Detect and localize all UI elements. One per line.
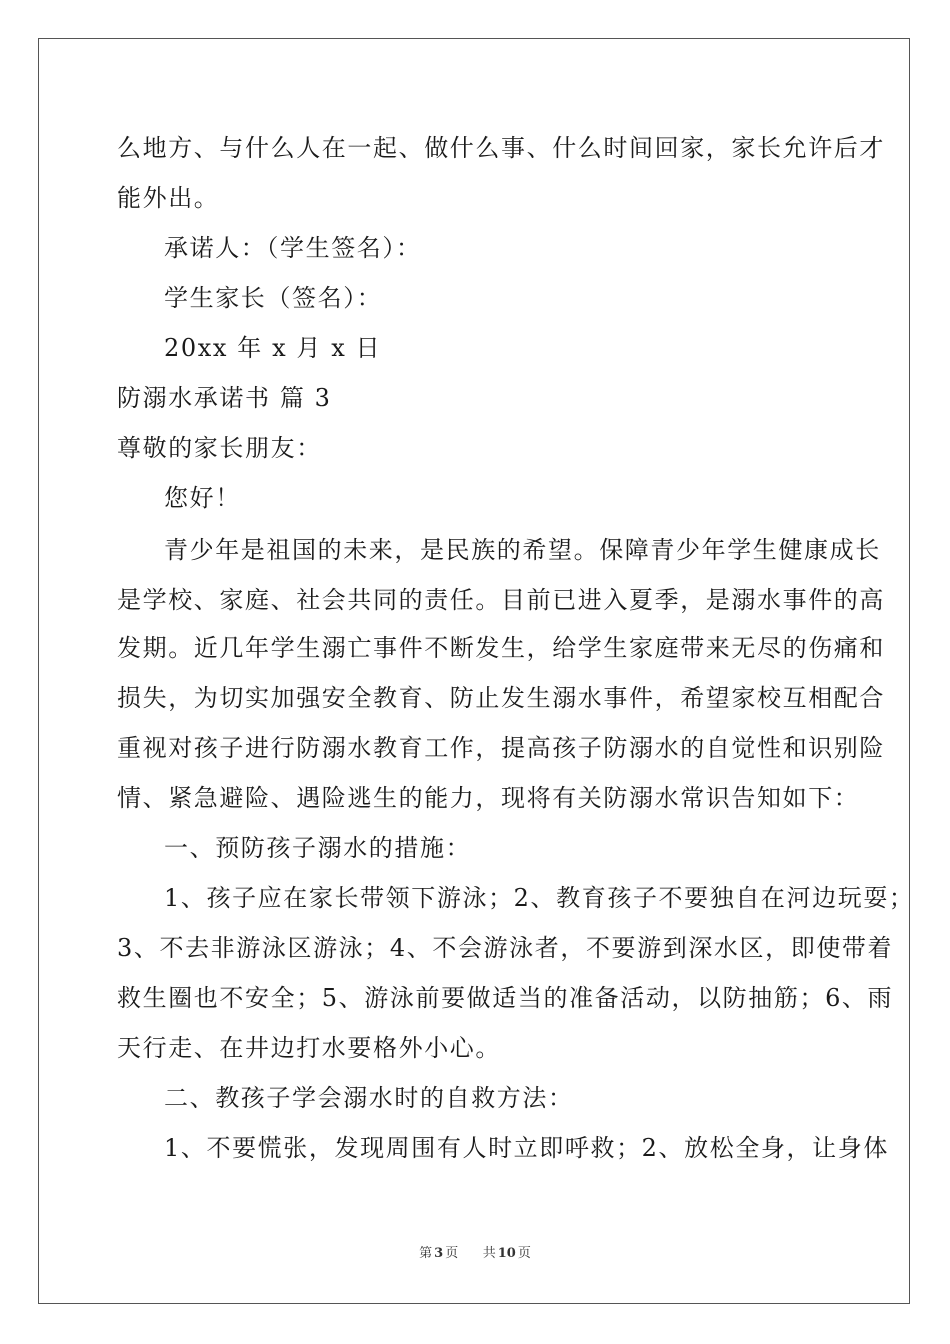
page-footer <box>0 1246 950 1262</box>
paragraph-line: 天行走、在井边打水要格外小心。 <box>117 1034 501 1062</box>
section-heading: 防溺水承诺书 篇 3 <box>117 384 332 412</box>
page-number: 第 3 页 <box>419 1246 459 1261</box>
greeting: 您好！ <box>164 484 241 512</box>
paragraph-line: 是学校、家庭、社会共同的责任。目前已进入夏季，是溺水事件的高 <box>117 586 885 614</box>
salutation: 尊敬的家长朋友： <box>117 434 322 462</box>
paragraph-line: 3、不去非游泳区游泳；4、不会游泳者，不要游到深水区，即使带着 <box>117 934 894 962</box>
date-line: 20xx 年 x 月 x 日 <box>164 334 382 362</box>
page-border <box>38 38 910 1304</box>
page-total: 共 10 页 <box>482 1246 531 1261</box>
promisor-signature-line: 承诺人：（学生签名）： <box>164 234 422 262</box>
paragraph-line: 情、紧急避险、遇险逃生的能力，现将有关防溺水常识告知如下： <box>117 784 860 812</box>
text-line: 么地方、与什么人在一起、做什么事、什么时间回家，家长允许后才 <box>117 134 885 162</box>
paragraph-line: 1、孩子应在家长带领下游泳；2、教育孩子不要独自在河边玩耍； <box>164 884 915 912</box>
list-heading: 二、教孩子学会溺水时的自救方法： <box>164 1084 574 1112</box>
paragraph-line: 损失，为切实加强安全教育、防止发生溺水事件，希望家校互相配合 <box>117 684 885 712</box>
parent-signature-line: 学生家长（签名）： <box>164 284 383 312</box>
text-line: 能外出。 <box>117 184 220 212</box>
paragraph-line: 救生圈也不安全；5、游泳前要做适当的准备活动，以防抽筋；6、雨 <box>117 984 894 1012</box>
paragraph-line: 发期。近几年学生溺亡事件不断发生，给学生家庭带来无尽的伤痛和 <box>117 634 885 662</box>
list-heading: 一、预防孩子溺水的措施： <box>164 834 472 862</box>
paragraph-line: 重视对孩子进行防溺水教育工作，提高孩子防溺水的自觉性和识别险 <box>117 734 885 762</box>
paragraph-line: 青少年是祖国的未来，是民族的希望。保障青少年学生健康成长 <box>164 536 881 564</box>
paragraph-line: 1、不要慌张，发现周围有人时立即呼救；2、放松全身，让身体 <box>164 1134 889 1162</box>
